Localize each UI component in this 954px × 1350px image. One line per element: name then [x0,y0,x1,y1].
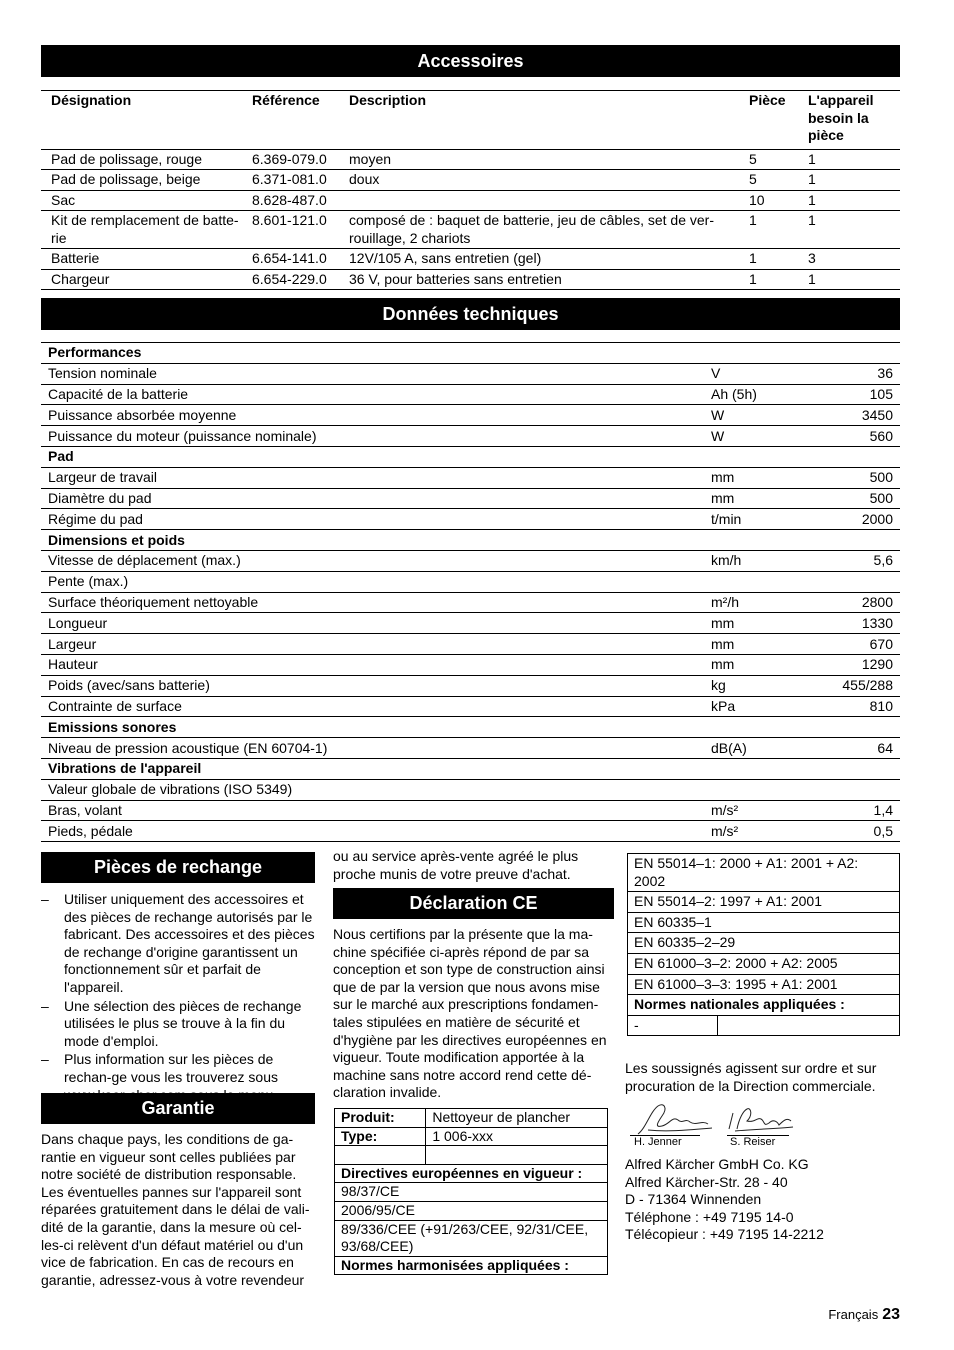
norme-item: EN 61000–3–2: 2000 + A2: 2005 [628,953,900,974]
section-label: Emissions sonores [41,717,900,738]
cell-value: 2800 [804,592,900,613]
page-number: 23 [882,1306,900,1323]
declaration-text [333,926,609,1102]
table-row [628,974,900,995]
cell-value: 560 [804,426,900,447]
cell-unit: mm [704,467,804,488]
directive-item: 98/37/CE [335,1183,608,1202]
table-row [335,1164,608,1183]
cell-unit [704,779,804,800]
cell-unit: mm [704,488,804,509]
cell: 1 [798,149,900,170]
directives-label: Directives européennes en vigueur : [335,1164,608,1183]
cell-label: Régime du pad [41,509,704,530]
section-row [41,343,900,364]
table-row [628,933,900,954]
soussignes-paragraph: Les soussignés agissent sur ordre et sur procuration de la Direction commerciale. [625,1060,877,1094]
company-address [625,1156,900,1244]
table-row [335,1127,608,1146]
cell: Kit de remplacement de batte-rie [41,211,248,249]
garantie-paragraph-cont: ou au service après-vente agréé le plus proche munis de votre preuve d'achat. [333,848,579,882]
company-line: Alfred Kärcher-Str. 28 - 40 [625,1173,788,1190]
cell: 5 [739,149,798,170]
garantie-paragraph: Dans chaque pays, les conditions de ga-rantie en vigueur sont celles publiées par notre société de distribution responsable. Les éventuelles pannes sur l'appareil sont réparées gratuitement dans le délai de vali-dité de la garantie, dans la mesure où cel-les-ci relèvent d'un défaut matériel ou d'un vice de fabrication. En cas de recours en garantie, adressez-vous à votre revendeur [41,1131,310,1288]
technical-data-table [41,342,900,842]
section-label: Pad [41,446,900,467]
type-label: Type: [335,1127,426,1146]
cell-label: Pente (max.) [41,571,704,592]
cell-unit: W [704,426,804,447]
cell: composé de : baquet de batterie, jeu de câbles, set de ver-rouillage, 2 chariots [339,211,739,249]
list-item: – Plus information sur les pièces de rechan-ge vous les trouverez sous [41,1051,316,1121]
cell-unit [704,571,804,592]
cell: 8.601-121.0 [248,211,339,249]
signatory-reiser: S. Reiser [730,1136,776,1148]
table-row [41,488,900,509]
pieces-text [41,891,316,1123]
cell-label: Valeur globale de vibrations (ISO 5349) [41,779,704,800]
cell-label: Contrainte de surface [41,696,704,717]
section-title-donnees-techniques: Données techniques [382,304,559,324]
section-bar-donnees-techniques [41,298,900,330]
cell-unit: W [704,405,804,426]
declaration-table [334,1108,608,1275]
normes-nationales-value: - [628,1015,718,1036]
cell: 1 [739,269,798,290]
table-row [41,190,900,211]
footer-language: Français [828,1307,879,1322]
cell: 8.628-487.0 [248,190,339,211]
company-line: Téléphone : +49 7195 14-0 [625,1208,794,1225]
cell-unit: km/h [704,550,804,571]
section-title-declaration: Déclaration CE [409,893,538,913]
table-row [335,1220,608,1256]
accessories-table [41,90,900,290]
table-row [41,405,900,426]
empty-cell [426,1146,608,1165]
table-row [335,1183,608,1202]
cell-unit: mm [704,613,804,634]
table-row [628,854,900,892]
cell-value: 3450 [804,405,900,426]
soussignes-text [625,1060,900,1095]
garantie-text [41,1131,319,1289]
cell-value: 670 [804,634,900,655]
cell-label: Niveau de pression acoustique (EN 60704-1) [41,738,704,759]
section-row [41,758,900,779]
cell: 1 [739,211,798,249]
list-item: – Une sélection des pièces de rechange utilisées le plus se trouve à la fin du mode d'emploi. [41,998,316,1051]
table-row [41,509,900,530]
directive-item: 2006/95/CE [335,1201,608,1220]
cell-unit: m/s² [704,800,804,821]
table-row [41,149,900,170]
table-row [335,1201,608,1220]
norme-item: EN 60335–2–29 [628,933,900,954]
directive-item: 89/336/CEE (+91/263/CEE, 92/31/CEE, 93/68/CEE) [335,1220,608,1256]
signatory-jenner: H. Jenner [634,1136,682,1148]
header-reference: Référence [252,92,320,108]
cell-value: 105 [804,384,900,405]
empty-cell [717,1015,899,1036]
pieces-list [41,891,316,1122]
cell-value: 5,6 [804,550,900,571]
table-row [41,821,900,842]
section-bar-accessoires [41,45,900,77]
cell: 5 [739,170,798,191]
cell: 12V/105 A, sans entretien (gel) [339,249,739,270]
cell: Pad de polissage, beige [41,170,248,191]
table-row [41,467,900,488]
section-title-accessoires: Accessoires [417,51,524,71]
cell-value: 64 [804,738,900,759]
cell: Chargeur [41,269,248,290]
cell-value: 455/288 [804,675,900,696]
table-row [335,1109,608,1128]
cell-value: 500 [804,467,900,488]
table-row [41,170,900,191]
section-row [41,446,900,467]
cell: moyen [339,149,739,170]
cell-value: 1,4 [804,800,900,821]
cell-label: Puissance du moteur (puissance nominale) [41,426,704,447]
cell-label: Capacité de la batterie [41,384,704,405]
table-row [628,953,900,974]
norme-item: EN 61000–3–3: 1995 + A1: 2001 [628,974,900,995]
cell-value: 2000 [804,509,900,530]
header-besoin: L'appareil besoin la pièce [808,92,874,143]
section-label: Vibrations de l'appareil [41,758,900,779]
cell-label: Largeur [41,634,704,655]
section-row [41,717,900,738]
table-row [41,696,900,717]
cell-label: Poids (avec/sans batterie) [41,675,704,696]
table-row [41,211,900,249]
table-row [628,912,900,933]
cell: 6.369-079.0 [248,149,339,170]
cell-label: Tension nominale [41,363,704,384]
cell: 1 [739,249,798,270]
cell-value [804,779,900,800]
cell: 1 [798,190,900,211]
section-bar-declaration-ce [333,888,614,919]
header-designation: Désignation [51,92,132,108]
section-label: Dimensions et poids [41,530,900,551]
norme-item: EN 60335–1 [628,912,900,933]
type-value: 1 006-xxx [426,1127,608,1146]
section-row [41,530,900,551]
cell: doux [339,170,739,191]
table-row [41,738,900,759]
table-row [41,269,900,290]
cell: 6.654-141.0 [248,249,339,270]
cell-value: 36 [804,363,900,384]
company-line: Télécopieur : +49 7195 14-2212 [625,1226,824,1243]
header-piece: Pièce [749,92,786,108]
cell-unit: m²/h [704,592,804,613]
cell-value: 810 [804,696,900,717]
declaration-paragraph: Nous certifions par la présente que la ma-chine spécifiée ci-après répond de par sa conception et son type de construction ainsi que de par la version que nous avons mise sur le marché aux prescriptions fondamen-tales stipulées en matière de sécurité et d'hygiène par les directives européennes en vigueur. Toute modification apportée à la machine sans notre accord rend cette dé-claration invalide. [333,926,607,1101]
page-footer [828,1306,900,1324]
signature-reiser-icon [725,1105,795,1135]
cell-unit: mm [704,634,804,655]
table-row [628,1015,900,1036]
cell-unit: m/s² [704,821,804,842]
table-header-row [41,91,900,150]
normes-table [627,853,900,1036]
cell-label: Longueur [41,613,704,634]
cell-value: 1330 [804,613,900,634]
cell: 1 [798,269,900,290]
table-row [628,892,900,913]
cell-label: Bras, volant [41,800,704,821]
cell [339,190,739,211]
table-row [41,779,900,800]
cell: 1 [798,170,900,191]
cell-unit: mm [704,654,804,675]
normes-harmonisees-label: Normes harmonisées appliquées : [335,1256,608,1275]
table-row [628,995,900,1016]
table-row [41,675,900,696]
cell-unit: V [704,363,804,384]
cell: 10 [739,190,798,211]
cell: Batterie [41,249,248,270]
table-row [41,800,900,821]
table-row [41,249,900,270]
table-row [41,426,900,447]
cell-value [804,571,900,592]
norme-item: EN 55014–2: 1997 + A1: 2001 [628,892,900,913]
cell-label: Vitesse de déplacement (max.) [41,550,704,571]
cell-label: Hauteur [41,654,704,675]
cell-unit: Ah (5h) [704,384,804,405]
section-bar-pieces-de-rechange [41,852,315,883]
cell-label: Largeur de travail [41,467,704,488]
table-row [41,613,900,634]
cell-label: Pieds, pédale [41,821,704,842]
company-line: Alfred Kärcher GmbH Co. KG [625,1156,809,1172]
empty-cell [335,1146,426,1165]
table-row [41,363,900,384]
table-row [41,550,900,571]
table-row [335,1256,608,1275]
cell-label: Surface théoriquement nettoyable [41,592,704,613]
cell-label: Diamètre du pad [41,488,704,509]
table-row [335,1146,608,1165]
produit-label: Produit: [335,1109,426,1128]
produit-value: Nettoyeur de plancher [426,1109,608,1128]
list-item: – Utiliser uniquement des accessoires et des pièces de rechange autorisés par le fabricant. Des accessoires et des pièces de rechange d'origine garantissent un fonctionnement sûr et parfait de l'appareil. [41,891,316,997]
section-label: Performances [41,343,900,364]
cell: Pad de polissage, rouge [41,149,248,170]
cell-unit: kg [704,675,804,696]
section-title-garantie: Garantie [141,1098,215,1118]
cell-value: 1290 [804,654,900,675]
company-line: D - 71364 Winnenden [625,1191,762,1208]
garantie-continued [333,848,609,883]
cell-value: 0,5 [804,821,900,842]
table-row [41,384,900,405]
table-row [41,654,900,675]
cell-unit: t/min [704,509,804,530]
norme-item: EN 55014–1: 2000 + A1: 2001 + A2: 2002 [628,854,900,892]
cell: 36 V, pour batteries sans entretien [339,269,739,290]
cell-label: Puissance absorbée moyenne [41,405,704,426]
cell: 3 [798,249,900,270]
table-row [41,592,900,613]
normes-nationales-label: Normes nationales appliquées : [628,995,900,1016]
cell: Sac [41,190,248,211]
cell-value: 500 [804,488,900,509]
cell-unit: dB(A) [704,738,804,759]
cell: 6.371-081.0 [248,170,339,191]
table-row [41,634,900,655]
signature-jenner-icon [628,1100,718,1140]
cell: 1 [798,211,900,249]
table-row [41,571,900,592]
section-bar-garantie [41,1093,315,1124]
header-description: Description [349,92,427,108]
cell-unit: kPa [704,696,804,717]
section-title-pieces: Pièces de rechange [93,857,263,877]
cell: 6.654-229.0 [248,269,339,290]
